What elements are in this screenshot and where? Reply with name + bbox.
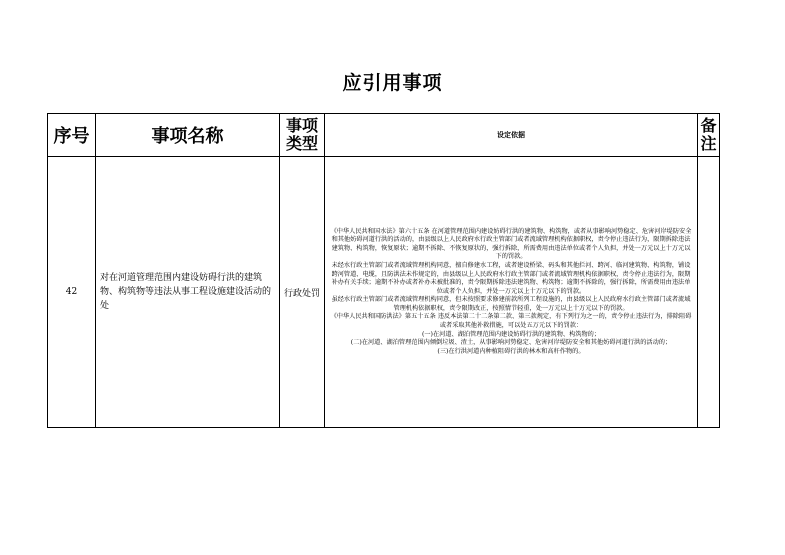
row-basis	[325, 157, 698, 428]
row-remark	[698, 157, 720, 428]
header-name: 事项名称	[96, 114, 280, 157]
basis-line: (三)在行洪河道内种植阻碍行洪的林木和高秆作物的。	[437, 347, 585, 355]
basis-line: 未经水行政主管部门或者流域管理机构同意，擅自修建水工程，或者建设桥梁、码头和其他拦河、跨河、临河建筑物、构筑物，铺设跨河管道、电缆，且防洪法未作规定的，由县级以上人民政府水行政主管部门或者流域管理机构依据职权，责令停止违法行为，限期补办有关手续；逾期不补办或者补办未被批准的，责令限期拆除违法建筑物、构筑物；逾期不拆除的，强行拆除，所需费用由违法单位或者个人负担，并处一万元以上十万元以下的罚款。	[331, 261, 691, 295]
basis-line: (二)在河道、湖泊管理范围内倾倒垃圾、渣土，从事影响河势稳定、危害河岸堤防安全和其他妨碍河道行洪的活动的；	[350, 339, 672, 347]
basis-line: 《中华人民共和国水法》第六十五条 在河道管理范围内建设妨碍行洪的建筑物、构筑物，或者从事影响河势稳定、危害河岸堤防安全和其他妨碍河道行洪的活动的，由县级以上人民政府水行政主管部门或者流域管理机构依据职权，责令停止违法行为，限期拆除违法建筑物、构筑物，恢复原状；逾期不拆除、不恢复原状的，强行拆除，所需费用由违法单位或者个人负担，并处一万元以上十万元以下的罚款。	[330, 227, 692, 261]
basis-line: 《中华人民共和国防洪法》第五十五条 违反本法第二十二条第二款、第三款规定，有下列行为之一的，责令停止违法行为，排除阻碍或者采取其他补救措施，可以处五万元以下的罚款：	[330, 313, 692, 330]
table-header-row	[48, 114, 720, 157]
basis-line: (一)在河道、湖泊管理范围内建设妨碍行洪的建筑物、构筑物的；	[421, 330, 601, 338]
row-type: 行政处罚	[280, 157, 325, 428]
items-table	[47, 113, 720, 428]
header-basis: 设定依据	[325, 114, 698, 157]
row-seq: 42	[48, 157, 96, 428]
header-seq: 序号	[48, 114, 96, 157]
header-type: 事项类型	[280, 114, 325, 157]
table-row	[48, 157, 720, 428]
basis-line: 虽经水行政主管部门或者流域管理机构同意，但未按照要求修建前款所列工程设施的，由县级以上人民政府水行政主管部门或者流域管理机构依据职权，责令限期改正，按照情节轻重，处一万元以上十万元以下的罚款。	[331, 296, 691, 312]
header-remark: 备注	[698, 114, 720, 157]
row-name: 对在河道管理范围内建设妨碍行洪的建筑物、构筑物等违法从事工程设施建设活动的处	[96, 157, 280, 428]
page-title: 应引用事项	[342, 72, 443, 94]
